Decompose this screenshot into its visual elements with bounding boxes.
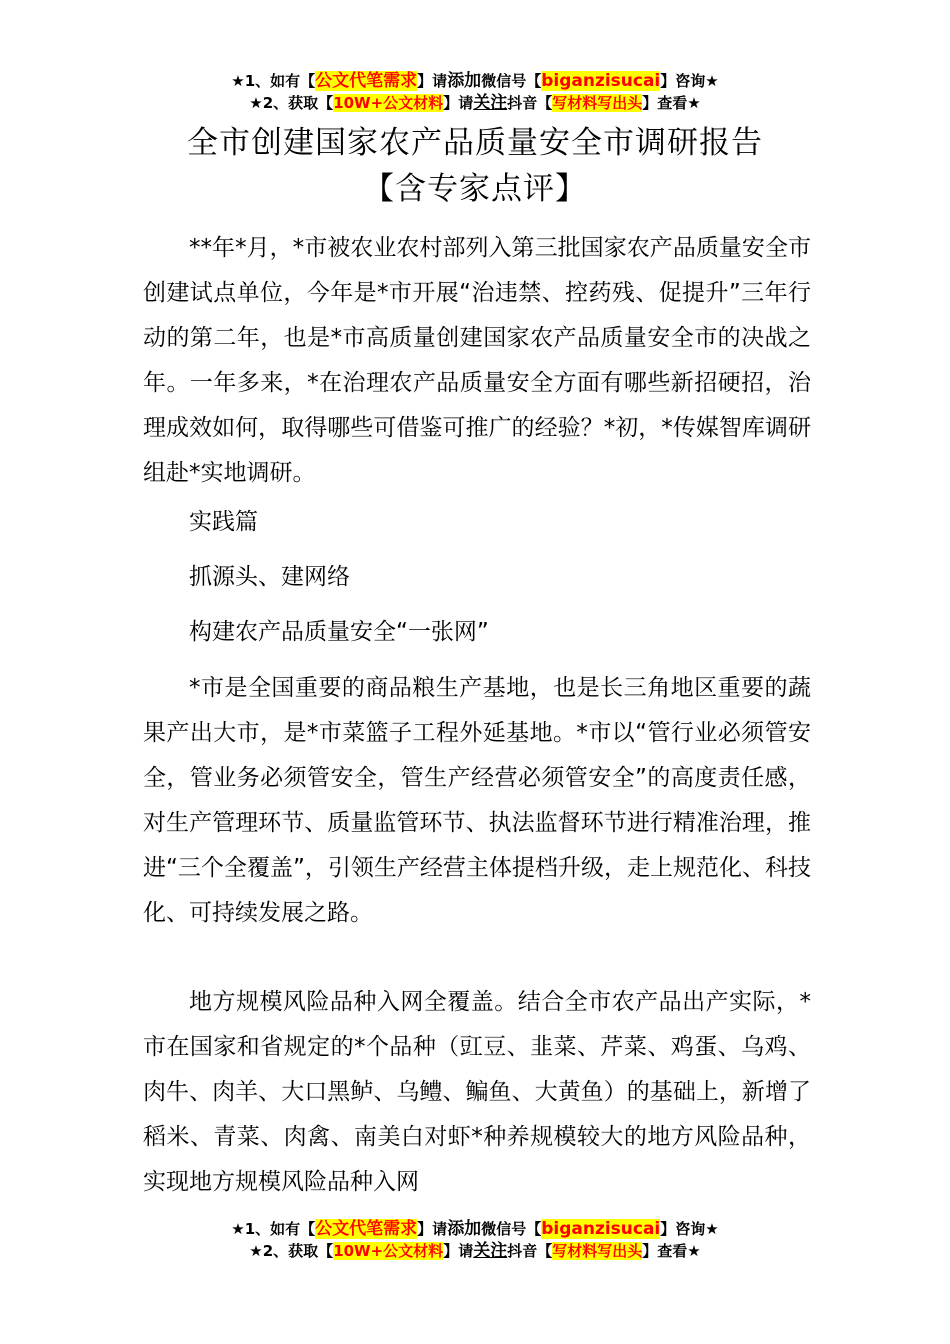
- paragraph-text: 地方规模风险品种入网全覆盖。结合全市农产品出产实际，*市在国家和省规定的*个品种（豇豆、韭菜、芹菜、鸡蛋、乌鸡、肉牛、肉羊、大口黑鲈、乌鳢、鳊鱼、大黄鱼）的基础上，新增了稻米、青菜、肉禽、南美白对虾*种养规模较大的地方风险品种，实现地方规模风险品种入网: [143, 989, 811, 1195]
- paragraph-text: **年*月，*市被农业农村部列入第三批国家农产品质量安全市创建试点单位，今年是*市开展“治违禁、控药残、促提升”三年行动的第二年，也是*市高质量创建国家农产品质量安全市的决战之年。一年多来，*在治理农产品质量安全方面有哪些新招硬招，治理成效如何，取得哪些可借鉴可推广的经验？*初，*传媒智库调研组赴*实地调研。: [143, 235, 811, 486]
- promo-text: 】查看★: [642, 1242, 701, 1260]
- promo-emphasis: 关注: [473, 1241, 508, 1261]
- promo-emphasis: 添加: [447, 1219, 482, 1239]
- paragraph-intro: [143, 226, 811, 496]
- promo-line-1: [0, 1218, 950, 1240]
- paragraph-text: *市是全国重要的商品粮生产基地，也是长三角地区重要的蔬果产出大市，是*市菜篮子工程外延基地。*市以“管行业必须管安全，管业务必须管安全，管生产经营必须管安全”的高度责任感，对生产管理环节、质量监管环节、执法监督环节进行精准治理，推进“三个全覆盖”，引领生产经营主体提档升级，走上规范化、科技化、可持续发展之路。: [143, 675, 811, 926]
- promo-emphasis: 添加: [447, 71, 482, 91]
- promo-banner-top: [0, 70, 950, 114]
- promo-wechat-id: biganzisucai: [541, 71, 661, 91]
- heading-text: 抓源头、建网络: [189, 564, 350, 590]
- promo-text: 抖音【: [507, 1242, 553, 1260]
- promo-text: 1、如有【: [244, 1220, 316, 1238]
- paragraph-practice: [143, 666, 811, 936]
- promo-line-1: [0, 70, 950, 92]
- promo-text: 抖音【: [507, 94, 553, 112]
- document-subtitle: 【含专家点评】: [363, 171, 587, 207]
- promo-text: 】请: [443, 94, 474, 112]
- promo-text: 2、获取【: [262, 94, 334, 112]
- promo-highlight: 公文代笔需求: [315, 71, 418, 91]
- promo-douyin-id: 写材料写出头: [552, 94, 643, 112]
- promo-highlight: 10W+公文材料: [333, 94, 444, 112]
- promo-text: 】咨询★: [660, 72, 719, 90]
- promo-line-2: [0, 92, 950, 114]
- promo-text: 】查看★: [642, 94, 701, 112]
- star-icon: ★: [249, 94, 263, 112]
- star-icon: ★: [231, 72, 245, 90]
- promo-banner-bottom: [0, 1218, 950, 1262]
- promo-text: 】请: [443, 1242, 474, 1260]
- promo-emphasis: 关注: [473, 93, 508, 113]
- promo-wechat-id: biganzisucai: [541, 1219, 661, 1239]
- promo-text: 微信号【: [481, 72, 542, 90]
- promo-douyin-id: 写材料写出头: [552, 1242, 643, 1260]
- promo-text: 1、如有【: [244, 72, 316, 90]
- document-title: 全市创建国家农产品质量安全市调研报告: [187, 125, 763, 161]
- paragraph-coverage: [143, 980, 811, 1205]
- promo-line-2: [0, 1240, 950, 1262]
- heading-text: 实践篇: [189, 509, 258, 535]
- promo-text: 】咨询★: [660, 1220, 719, 1238]
- promo-text: 2、获取【: [262, 1242, 334, 1260]
- promo-highlight: 公文代笔需求: [315, 1219, 418, 1239]
- promo-text: 微信号【: [481, 1220, 542, 1238]
- promo-text: 】请: [417, 72, 448, 90]
- promo-highlight: 10W+公文材料: [333, 1242, 444, 1260]
- section-heading: [143, 500, 811, 545]
- heading-text: 构建农产品质量安全“一张网”: [189, 619, 489, 645]
- subsection-heading: [143, 555, 811, 600]
- promo-text: 】请: [417, 1220, 448, 1238]
- star-icon: ★: [231, 1220, 245, 1238]
- star-icon: ★: [249, 1242, 263, 1260]
- subsection-title: [143, 610, 811, 655]
